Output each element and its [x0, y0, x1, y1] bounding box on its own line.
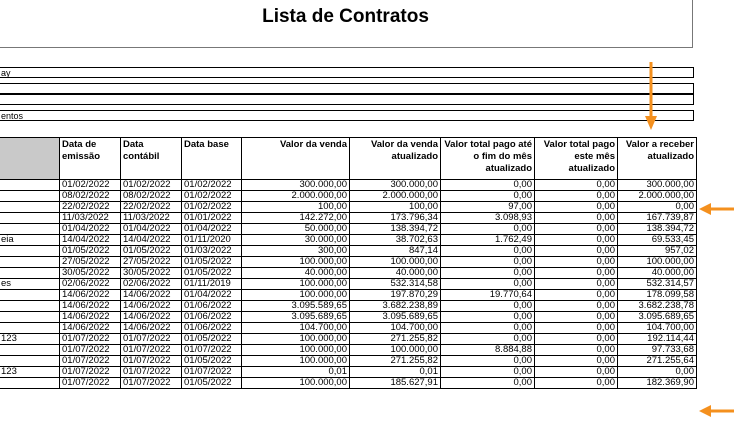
cell-contract	[0, 202, 60, 213]
cell-sale-value-updated: 2.000.000,00	[350, 191, 441, 202]
left-arrow-icon	[699, 202, 735, 216]
cell-receivable-updated: 957,02	[618, 246, 697, 257]
cell-base-date: 01/01/2022	[182, 213, 242, 224]
cell-total-paid-month-end: 0,00	[441, 180, 535, 191]
cell-total-paid-month-end: 0,00	[441, 301, 535, 312]
info-row-4: entos	[0, 110, 694, 121]
cell-total-paid-this-month: 0,00	[535, 180, 618, 191]
table-header-row	[0, 138, 697, 180]
cell-accounting-date: 01/02/2022	[121, 180, 182, 191]
cell-issue-date: 30/05/2022	[60, 268, 121, 279]
cell-issue-date: 01/07/2022	[60, 367, 121, 378]
col-header-receivable-updated: Valor a receber atualizado	[618, 138, 697, 180]
cell-receivable-updated: 167.739,87	[618, 213, 697, 224]
cell-total-paid-month-end: 97,00	[441, 202, 535, 213]
cell-base-date: 01/02/2022	[182, 191, 242, 202]
col-header-accounting-date: Data contábil	[121, 138, 182, 180]
cell-sale-value-updated: 104.700,00	[350, 323, 441, 334]
cell-sale-value-updated: 300.000,00	[350, 180, 441, 191]
cell-accounting-date: 11/03/2022	[121, 213, 182, 224]
cell-receivable-updated: 300.000,00	[618, 180, 697, 191]
cell-accounting-date: 02/06/2022	[121, 279, 182, 290]
col-header-sale-value: Valor da venda	[242, 138, 350, 180]
cell-base-date: 01/11/2019	[182, 279, 242, 290]
cell-base-date: 01/05/2022	[182, 356, 242, 367]
table-row	[0, 323, 697, 334]
cell-accounting-date: 30/05/2022	[121, 268, 182, 279]
table-row	[0, 290, 697, 301]
cell-total-paid-month-end: 0,00	[441, 279, 535, 290]
cell-base-date: 01/05/2022	[182, 378, 242, 389]
cell-base-date: 01/05/2022	[182, 268, 242, 279]
cell-receivable-updated: 271.255,64	[618, 356, 697, 367]
cell-accounting-date: 14/06/2022	[121, 301, 182, 312]
cell-issue-date: 14/06/2022	[60, 312, 121, 323]
cell-total-paid-month-end: 0,00	[441, 224, 535, 235]
cell-receivable-updated: 69.533,45	[618, 235, 697, 246]
table-row	[0, 367, 697, 378]
cell-sale-value: 100.000,00	[242, 279, 350, 290]
cell-accounting-date: 01/04/2022	[121, 224, 182, 235]
cell-sale-value: 0,01	[242, 367, 350, 378]
cell-total-paid-this-month: 0,00	[535, 367, 618, 378]
cell-issue-date: 14/06/2022	[60, 323, 121, 334]
info-row-1: ay	[0, 67, 694, 78]
cell-sale-value: 3.095.589,65	[242, 301, 350, 312]
cell-receivable-updated: 0,00	[618, 367, 697, 378]
cell-sale-value-updated: 100,00	[350, 202, 441, 213]
cell-sale-value-updated: 173.796,34	[350, 213, 441, 224]
cell-accounting-date: 14/04/2022	[121, 235, 182, 246]
cell-accounting-date: 01/07/2022	[121, 345, 182, 356]
cell-sale-value: 100.000,00	[242, 356, 350, 367]
cell-issue-date: 02/06/2022	[60, 279, 121, 290]
cell-receivable-updated: 104.700,00	[618, 323, 697, 334]
cell-sale-value: 3.095.689,65	[242, 312, 350, 323]
cell-receivable-updated: 532.314,57	[618, 279, 697, 290]
cell-issue-date: 01/07/2022	[60, 334, 121, 345]
cell-issue-date: 14/06/2022	[60, 290, 121, 301]
cell-accounting-date: 14/06/2022	[121, 323, 182, 334]
cell-accounting-date: 01/07/2022	[121, 378, 182, 389]
cell-receivable-updated: 0,00	[618, 202, 697, 213]
cell-sale-value: 2.000.000,00	[242, 191, 350, 202]
cell-total-paid-this-month: 0,00	[535, 224, 618, 235]
cell-total-paid-this-month: 0,00	[535, 301, 618, 312]
cell-receivable-updated: 2.000.000,00	[618, 191, 697, 202]
cell-sale-value: 30.000,00	[242, 235, 350, 246]
cell-contract: 123	[0, 367, 60, 378]
cell-receivable-updated: 3.095.689,65	[618, 312, 697, 323]
info-row-3	[0, 94, 694, 105]
cell-contract	[0, 224, 60, 235]
cell-base-date: 01/04/2022	[182, 290, 242, 301]
cell-sale-value-updated: 100.000,00	[350, 257, 441, 268]
cell-total-paid-this-month: 0,00	[535, 345, 618, 356]
contracts-table	[0, 137, 697, 389]
cell-total-paid-month-end: 19.770,64	[441, 290, 535, 301]
cell-receivable-updated: 178.099,58	[618, 290, 697, 301]
cell-total-paid-this-month: 0,00	[535, 202, 618, 213]
cell-issue-date: 27/05/2022	[60, 257, 121, 268]
col-header-issue-date: Data de emissão	[60, 138, 121, 180]
cell-sale-value-updated: 40.000,00	[350, 268, 441, 279]
table-row	[0, 268, 697, 279]
cell-base-date: 01/07/2022	[182, 345, 242, 356]
cell-total-paid-month-end: 0,00	[441, 334, 535, 345]
cell-total-paid-this-month: 0,00	[535, 334, 618, 345]
table-row	[0, 301, 697, 312]
table-row	[0, 345, 697, 356]
cell-sale-value: 104.700,00	[242, 323, 350, 334]
cell-total-paid-month-end: 0,00	[441, 268, 535, 279]
cell-sale-value-updated: 532.314,58	[350, 279, 441, 290]
cell-total-paid-month-end: 0,00	[441, 191, 535, 202]
cell-sale-value-updated: 138.394,72	[350, 224, 441, 235]
table-row	[0, 235, 697, 246]
cell-contract	[0, 213, 60, 224]
cell-issue-date: 01/04/2022	[60, 224, 121, 235]
cell-total-paid-this-month: 0,00	[535, 191, 618, 202]
table-row	[0, 334, 697, 345]
cell-sale-value: 100,00	[242, 202, 350, 213]
cell-sale-value-updated: 100.000,00	[350, 345, 441, 356]
down-arrow-icon	[643, 62, 659, 134]
cell-accounting-date: 01/07/2022	[121, 367, 182, 378]
cell-total-paid-month-end: 0,00	[441, 378, 535, 389]
cell-total-paid-this-month: 0,00	[535, 356, 618, 367]
table-row	[0, 224, 697, 235]
cell-issue-date: 14/04/2022	[60, 235, 121, 246]
cell-base-date: 01/05/2022	[182, 257, 242, 268]
cell-base-date: 01/02/2022	[182, 202, 242, 213]
cell-sale-value: 100.000,00	[242, 334, 350, 345]
cell-contract: es	[0, 279, 60, 290]
cell-contract	[0, 323, 60, 334]
cell-sale-value-updated: 847,14	[350, 246, 441, 257]
cell-total-paid-this-month: 0,00	[535, 213, 618, 224]
col-header-total-paid-month-end: Valor total pago até o fim do mês atualizado	[441, 138, 535, 180]
title-box	[0, 0, 693, 48]
cell-issue-date: 08/02/2022	[60, 191, 121, 202]
cell-issue-date: 22/02/2022	[60, 202, 121, 213]
cell-total-paid-this-month: 0,00	[535, 312, 618, 323]
cell-accounting-date: 22/02/2022	[121, 202, 182, 213]
cell-sale-value: 50.000,00	[242, 224, 350, 235]
cell-issue-date: 01/02/2022	[60, 180, 121, 191]
cell-sale-value: 100.000,00	[242, 378, 350, 389]
cell-contract	[0, 356, 60, 367]
left-arrow-icon	[699, 404, 735, 418]
cell-issue-date: 01/07/2022	[60, 378, 121, 389]
table-row	[0, 213, 697, 224]
cell-receivable-updated: 3.682.238,78	[618, 301, 697, 312]
cell-contract: eia	[0, 235, 60, 246]
cell-total-paid-month-end: 0,00	[441, 356, 535, 367]
cell-sale-value-updated: 271.255,82	[350, 334, 441, 345]
cell-base-date: 01/05/2022	[182, 334, 242, 345]
cell-contract: 123	[0, 334, 60, 345]
cell-issue-date: 01/07/2022	[60, 356, 121, 367]
cell-contract	[0, 378, 60, 389]
cell-sale-value: 100.000,00	[242, 345, 350, 356]
cell-total-paid-month-end: 1.762,49	[441, 235, 535, 246]
cell-sale-value-updated: 197.870,29	[350, 290, 441, 301]
info-row-2	[0, 83, 694, 94]
cell-issue-date: 01/05/2022	[60, 246, 121, 257]
cell-total-paid-this-month: 0,00	[535, 290, 618, 301]
cell-contract	[0, 191, 60, 202]
cell-receivable-updated: 192.114,44	[618, 334, 697, 345]
cell-total-paid-month-end: 8.884,88	[441, 345, 535, 356]
cell-sale-value-updated: 0,01	[350, 367, 441, 378]
cell-receivable-updated: 100.000,00	[618, 257, 697, 268]
cell-base-date: 01/06/2022	[182, 312, 242, 323]
cell-contract	[0, 268, 60, 279]
cell-total-paid-this-month: 0,00	[535, 378, 618, 389]
cell-issue-date: 14/06/2022	[60, 301, 121, 312]
cell-accounting-date: 01/07/2022	[121, 356, 182, 367]
cell-receivable-updated: 97.733,68	[618, 345, 697, 356]
cell-accounting-date: 14/06/2022	[121, 312, 182, 323]
cell-total-paid-this-month: 0,00	[535, 268, 618, 279]
table-row	[0, 246, 697, 257]
cell-accounting-date: 14/06/2022	[121, 290, 182, 301]
table-row	[0, 202, 697, 213]
cell-sale-value-updated: 185.627,91	[350, 378, 441, 389]
cell-contract	[0, 301, 60, 312]
cell-total-paid-this-month: 0,00	[535, 235, 618, 246]
table-row	[0, 378, 697, 389]
cell-contract	[0, 180, 60, 191]
col-header-total-paid-this-month: Valor total pago este mês atualizado	[535, 138, 618, 180]
cell-receivable-updated: 182.369,90	[618, 378, 697, 389]
page-title: Lista de Contratos	[262, 6, 429, 27]
cell-contract	[0, 312, 60, 323]
cell-issue-date: 11/03/2022	[60, 213, 121, 224]
cell-base-date: 01/06/2022	[182, 301, 242, 312]
cell-receivable-updated: 138.394,72	[618, 224, 697, 235]
cell-accounting-date: 27/05/2022	[121, 257, 182, 268]
cell-contract	[0, 246, 60, 257]
cell-base-date: 01/03/2022	[182, 246, 242, 257]
cell-total-paid-this-month: 0,00	[535, 257, 618, 268]
cell-total-paid-month-end: 3.098,93	[441, 213, 535, 224]
cell-sale-value: 142.272,00	[242, 213, 350, 224]
table-row	[0, 356, 697, 367]
cell-sale-value: 40.000,00	[242, 268, 350, 279]
cell-sale-value: 100.000,00	[242, 257, 350, 268]
col-header-base-date: Data base	[182, 138, 242, 180]
table-row	[0, 312, 697, 323]
cell-accounting-date: 01/05/2022	[121, 246, 182, 257]
cell-total-paid-month-end: 0,00	[441, 246, 535, 257]
col-header-sale-value-updated: Valor da venda atualizado	[350, 138, 441, 180]
col-header-contract	[0, 138, 60, 180]
table-row	[0, 279, 697, 290]
cell-sale-value-updated: 3.095.689,65	[350, 312, 441, 323]
cell-sale-value: 300,00	[242, 246, 350, 257]
table-row	[0, 180, 697, 191]
cell-contract	[0, 257, 60, 268]
cell-accounting-date: 01/07/2022	[121, 334, 182, 345]
cell-base-date: 01/02/2022	[182, 180, 242, 191]
table-row	[0, 191, 697, 202]
cell-total-paid-this-month: 0,00	[535, 323, 618, 334]
cell-sale-value-updated: 38.702,63	[350, 235, 441, 246]
cell-sale-value: 100.000,00	[242, 290, 350, 301]
cell-total-paid-month-end: 0,00	[441, 323, 535, 334]
cell-base-date: 01/07/2022	[182, 367, 242, 378]
cell-accounting-date: 08/02/2022	[121, 191, 182, 202]
cell-sale-value: 300.000,00	[242, 180, 350, 191]
cell-sale-value-updated: 3.682.238,89	[350, 301, 441, 312]
cell-total-paid-this-month: 0,00	[535, 279, 618, 290]
cell-sale-value-updated: 271.255,82	[350, 356, 441, 367]
cell-total-paid-this-month: 0,00	[535, 246, 618, 257]
cell-issue-date: 01/07/2022	[60, 345, 121, 356]
cell-total-paid-month-end: 0,00	[441, 367, 535, 378]
cell-base-date: 01/06/2022	[182, 323, 242, 334]
cell-total-paid-month-end: 0,00	[441, 312, 535, 323]
cell-base-date: 01/11/2020	[182, 235, 242, 246]
cell-receivable-updated: 40.000,00	[618, 268, 697, 279]
cell-contract	[0, 290, 60, 301]
cell-base-date: 01/04/2022	[182, 224, 242, 235]
cell-contract	[0, 345, 60, 356]
table-row	[0, 257, 697, 268]
cell-total-paid-month-end: 0,00	[441, 257, 535, 268]
